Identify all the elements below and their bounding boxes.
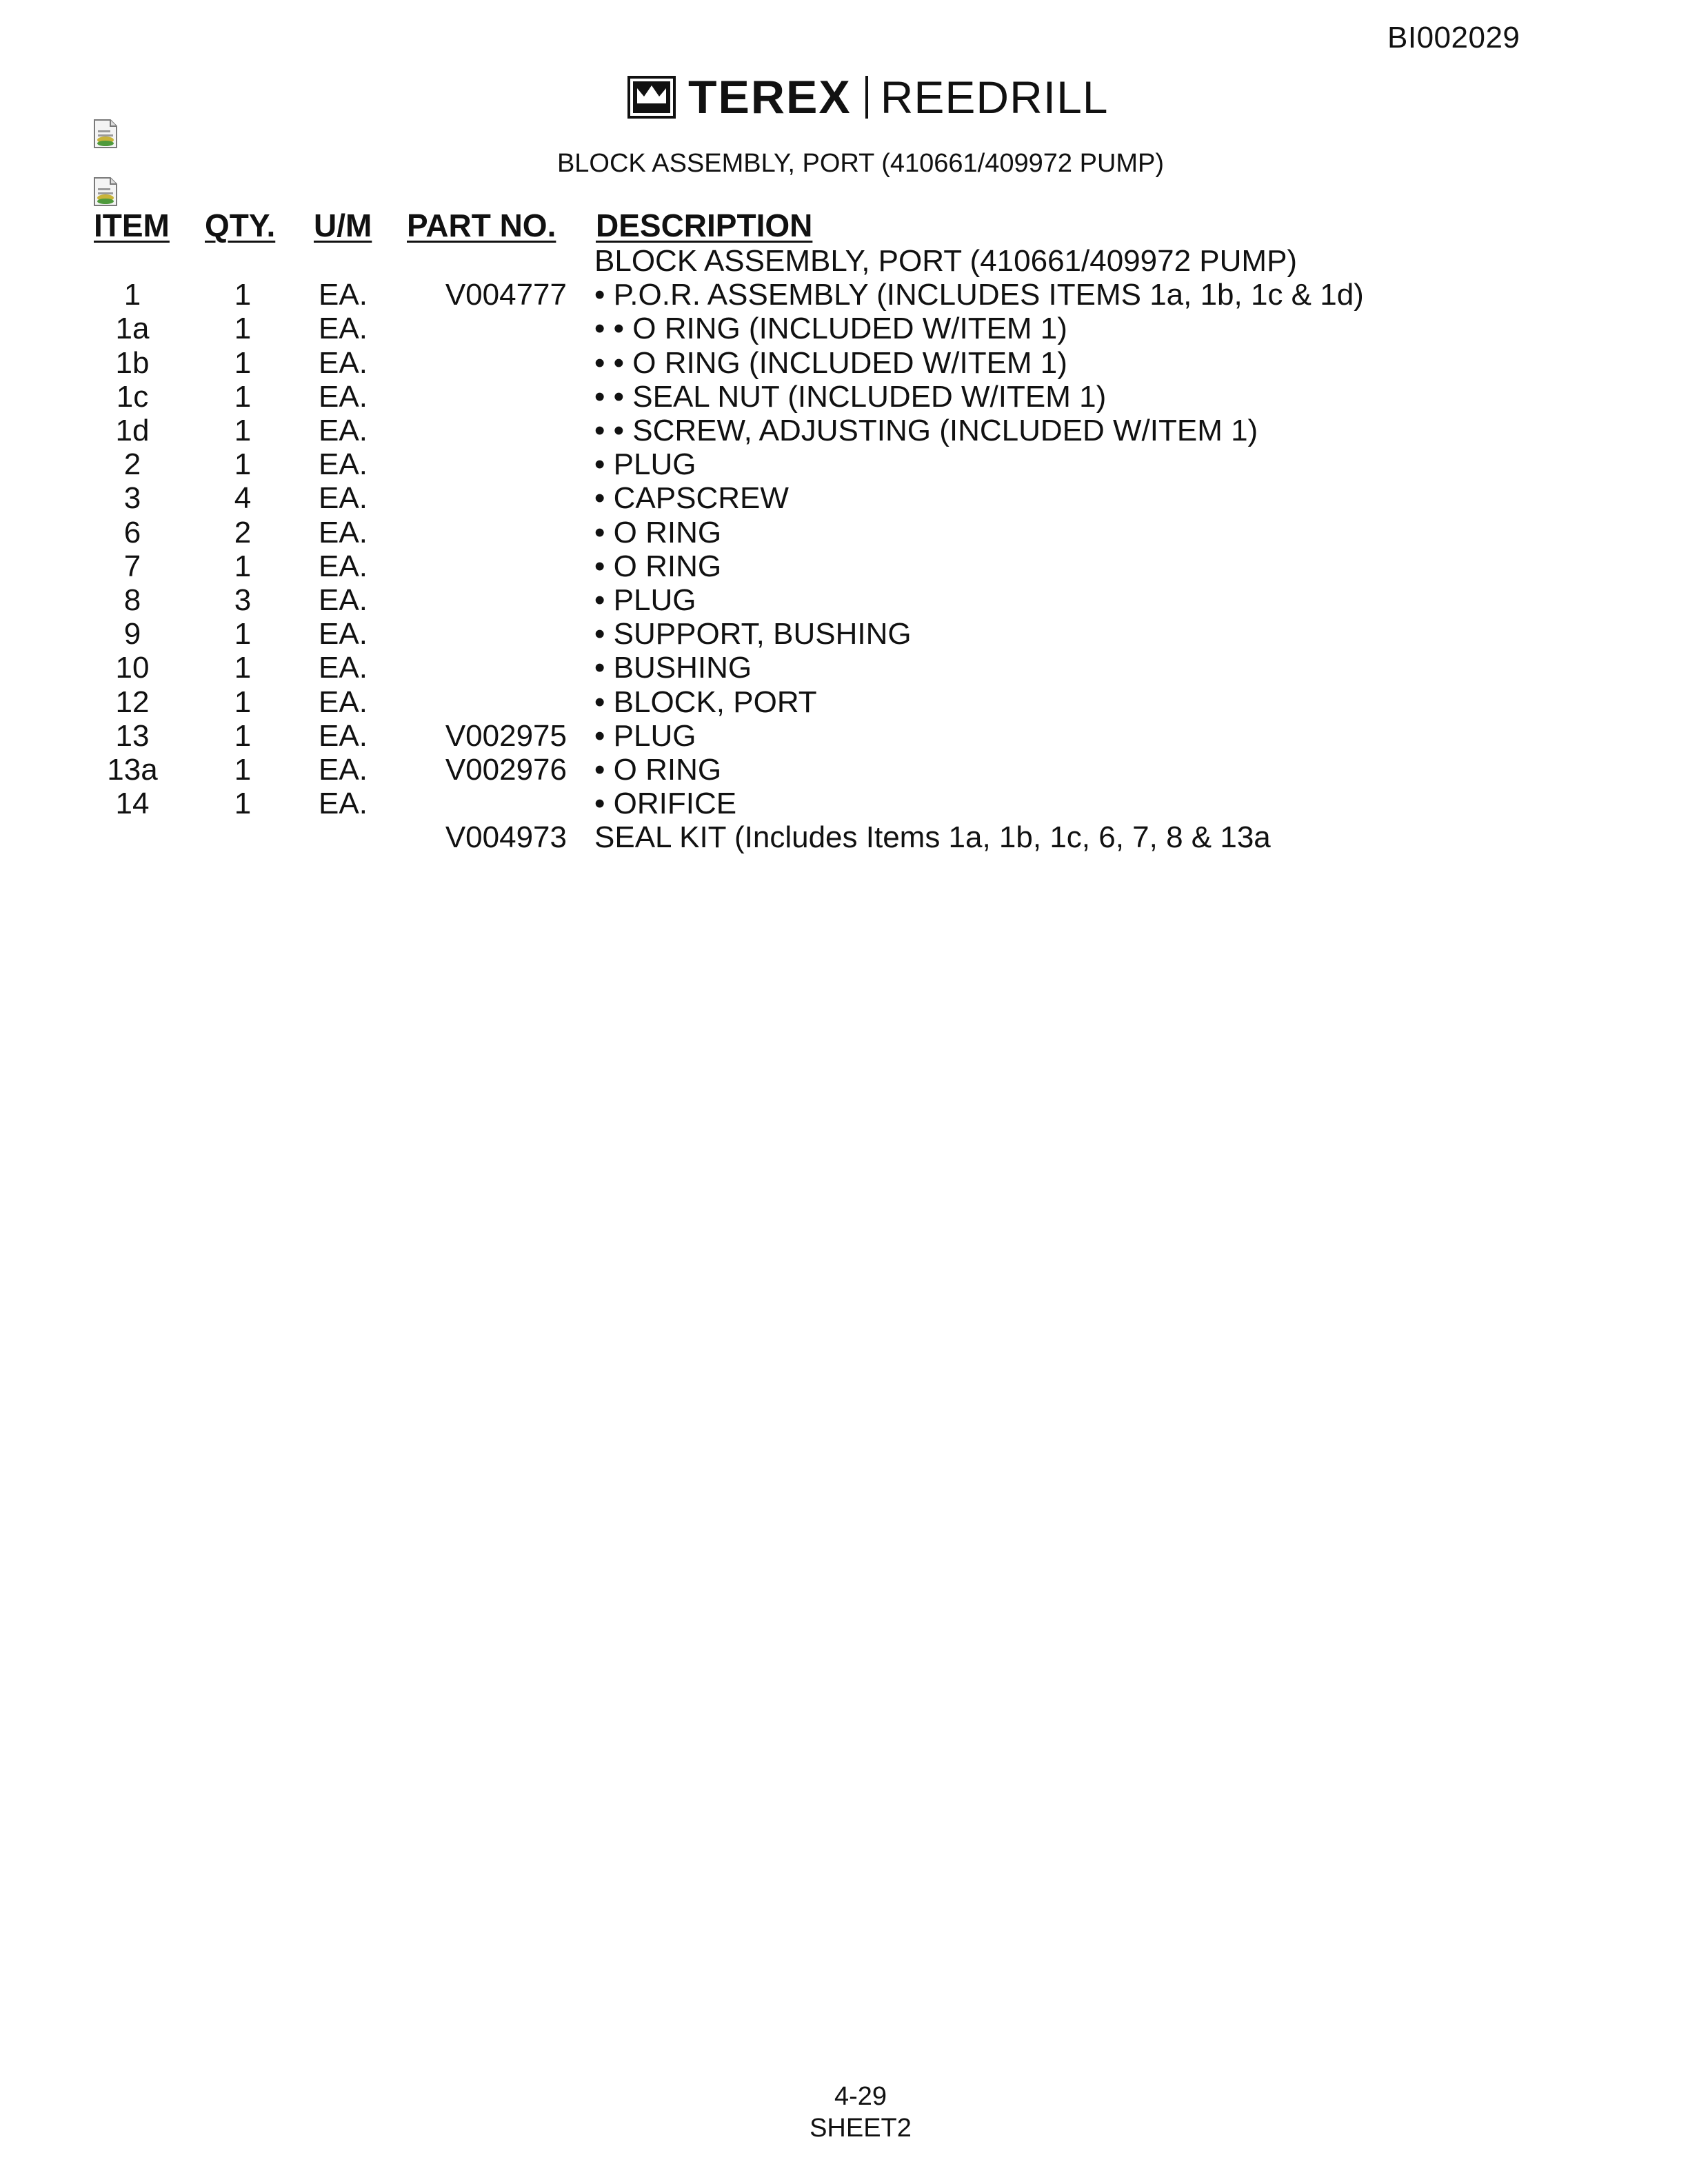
description-cell: • • SEAL NUT (INCLUDED W/ITEM 1) — [594, 379, 1107, 414]
table-row — [0, 481, 1688, 515]
description-cell: • PLUG — [594, 583, 696, 617]
item-cell: 13 — [115, 718, 150, 753]
table-row — [0, 414, 1688, 447]
um-cell: EA. — [319, 617, 368, 651]
column-header-qty: QTY. — [205, 208, 276, 243]
item-cell: 8 — [123, 583, 141, 617]
qty-cell: 1 — [234, 651, 252, 685]
item-cell: 13a — [107, 753, 158, 787]
table-row — [0, 787, 1688, 820]
um-cell: EA. — [319, 345, 368, 380]
qty-cell: 1 — [234, 617, 252, 651]
item-cell: 7 — [123, 549, 141, 583]
qty-cell: 3 — [234, 583, 252, 617]
item-cell: 1a — [115, 312, 150, 346]
part-number-cell: V004777 — [445, 278, 567, 312]
page-title: BLOCK ASSEMBLY, PORT (410661/409972 PUMP) — [556, 149, 1165, 178]
description-cell: • CAPSCREW — [594, 481, 789, 516]
table-row — [0, 380, 1688, 414]
um-cell: EA. — [319, 481, 368, 516]
description-cell: • • O RING (INCLUDED W/ITEM 1) — [594, 345, 1067, 380]
um-cell: EA. — [319, 753, 368, 787]
item-cell: 9 — [123, 617, 141, 651]
description-cell: • • SCREW, ADJUSTING (INCLUDED W/ITEM 1) — [594, 414, 1258, 447]
description-cell: • O RING — [594, 549, 722, 583]
description-cell: BLOCK ASSEMBLY, PORT (410661/409972 PUMP) — [594, 244, 1298, 278]
description-cell: • BUSHING — [594, 651, 752, 685]
um-cell: EA. — [319, 651, 368, 685]
qty-cell: 1 — [234, 787, 252, 821]
um-cell: EA. — [319, 583, 368, 617]
column-header-item: ITEM — [94, 208, 170, 243]
page-number: 4-29 — [834, 2082, 887, 2111]
description-cell: • PLUG — [594, 447, 696, 482]
logo-divider — [865, 76, 868, 119]
qty-cell: 1 — [234, 753, 252, 787]
description-cell: • ORIFICE — [594, 787, 737, 821]
qty-cell: 1 — [234, 414, 252, 447]
um-cell: EA. — [319, 718, 368, 753]
table-row — [0, 820, 1688, 854]
logo-brand-text: TEREX — [688, 71, 852, 123]
item-cell: 2 — [123, 447, 141, 482]
qty-cell: 2 — [234, 515, 252, 549]
item-cell: 14 — [115, 787, 150, 821]
description-cell: SEAL KIT (Includes Items 1a, 1b, 1c, 6, 7, 8 & 13a — [594, 820, 1271, 855]
document-id: BI002029 — [1387, 21, 1520, 54]
item-cell: 6 — [123, 515, 141, 549]
column-header-description: DESCRIPTION — [596, 208, 813, 243]
table-row — [0, 719, 1688, 753]
um-cell: EA. — [319, 278, 368, 312]
table-row — [0, 346, 1688, 380]
qty-cell: 1 — [234, 685, 252, 719]
qty-cell: 1 — [234, 549, 252, 583]
brand-logo — [627, 71, 1109, 123]
description-cell: • • O RING (INCLUDED W/ITEM 1) — [594, 312, 1067, 346]
terex-crown-icon — [627, 76, 676, 119]
qty-cell: 1 — [234, 312, 252, 346]
item-cell: 1 — [123, 278, 141, 312]
um-cell: EA. — [319, 447, 368, 482]
part-number-cell: V002975 — [445, 718, 567, 753]
description-cell: • O RING — [594, 753, 722, 787]
column-header-um: U/M — [314, 208, 372, 243]
um-cell: EA. — [319, 379, 368, 414]
item-cell: 12 — [115, 685, 150, 719]
description-cell: • O RING — [594, 515, 722, 549]
document-icon[interactable] — [92, 176, 119, 207]
item-cell: 10 — [115, 651, 150, 685]
description-cell: • PLUG — [594, 718, 696, 753]
description-cell: • SUPPORT, BUSHING — [594, 617, 912, 651]
um-cell: EA. — [319, 549, 368, 583]
table-row — [0, 516, 1688, 549]
table-row — [0, 278, 1688, 312]
item-cell: 1c — [116, 379, 149, 414]
qty-cell: 1 — [234, 447, 252, 482]
qty-cell: 1 — [234, 379, 252, 414]
item-cell: 1b — [115, 345, 150, 380]
table-row — [0, 617, 1688, 651]
qty-cell: 4 — [234, 481, 252, 516]
description-cell: • BLOCK, PORT — [594, 685, 817, 719]
table-row — [0, 583, 1688, 617]
table-row — [0, 651, 1688, 685]
table-row — [0, 244, 1688, 278]
table-row — [0, 753, 1688, 787]
description-cell: • P.O.R. ASSEMBLY (INCLUDES ITEMS 1a, 1b, 1c & 1d) — [594, 278, 1364, 312]
qty-cell: 1 — [234, 718, 252, 753]
table-row — [0, 447, 1688, 481]
um-cell: EA. — [319, 312, 368, 346]
qty-cell: 1 — [234, 278, 252, 312]
part-number-cell: V002976 — [445, 753, 567, 787]
qty-cell: 1 — [234, 345, 252, 380]
um-cell: EA. — [319, 685, 368, 719]
table-row — [0, 685, 1688, 719]
table-row — [0, 312, 1688, 345]
um-cell: EA. — [319, 787, 368, 821]
column-header-part-no: PART NO. — [407, 208, 556, 243]
part-number-cell: V004973 — [445, 820, 567, 855]
document-icon[interactable] — [92, 119, 119, 149]
item-cell: 3 — [123, 481, 141, 516]
table-row — [0, 549, 1688, 583]
um-cell: EA. — [319, 414, 368, 447]
item-cell: 1d — [115, 414, 150, 447]
sheet-label: SHEET2 — [810, 2114, 912, 2143]
logo-product-text: REEDRILL — [880, 72, 1109, 123]
um-cell: EA. — [319, 515, 368, 549]
